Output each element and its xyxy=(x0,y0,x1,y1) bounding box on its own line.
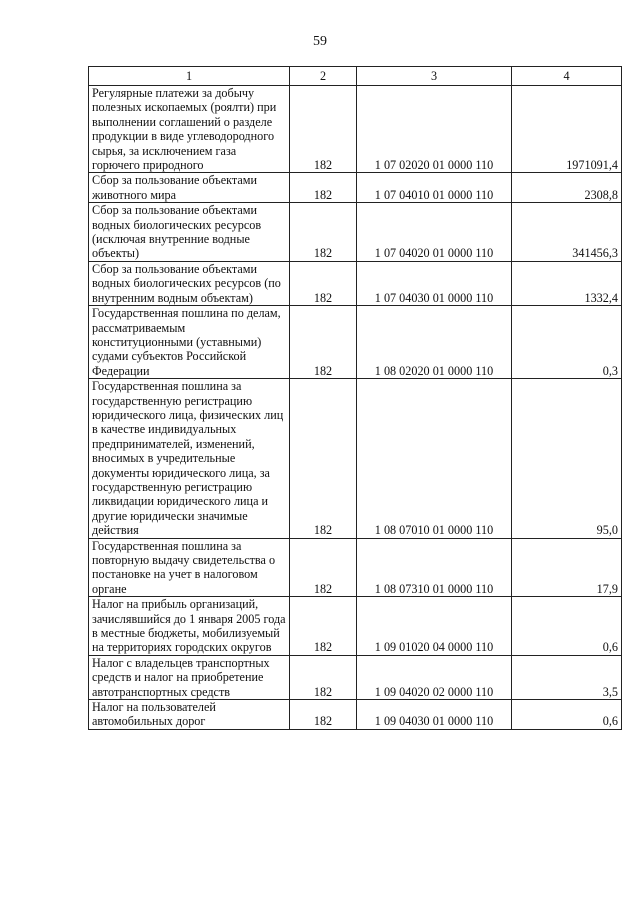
row-budget-code: 1 08 02020 01 0000 110 xyxy=(357,306,512,379)
table-row xyxy=(89,655,622,699)
table-row xyxy=(89,203,622,262)
table-row xyxy=(89,261,622,305)
row-admin-code: 182 xyxy=(290,597,357,656)
row-amount: 17,9 xyxy=(512,538,622,597)
row-name: Государственная пошлина за государственную регистрацию юридического лица, физических лиц в качестве индивидуальных предпринимателей, изменений, вносимых в учредительные документы юридического лица, за государственную регистрацию ликвидации юридического лица и другие юридически значимые действия xyxy=(89,379,290,538)
header-col-3: 3 xyxy=(357,67,512,86)
row-name: Государственная пошлина по делам, рассматриваемым конституционными (уставными) судами субъектов Российской Федерации xyxy=(89,306,290,379)
row-amount: 1332,4 xyxy=(512,261,622,305)
row-amount: 341456,3 xyxy=(512,203,622,262)
row-amount: 0,6 xyxy=(512,597,622,656)
row-budget-code: 1 09 04030 01 0000 110 xyxy=(357,700,512,730)
row-name: Сбор за пользование объектами животного мира xyxy=(89,173,290,203)
table-row xyxy=(89,86,622,173)
row-admin-code: 182 xyxy=(290,700,357,730)
row-name: Государственная пошлина за повторную выдачу свидетельства о постановке на учет в налоговом органе xyxy=(89,538,290,597)
revenue-table xyxy=(88,66,622,730)
row-budget-code: 1 08 07310 01 0000 110 xyxy=(357,538,512,597)
table-row xyxy=(89,597,622,656)
row-amount: 1971091,4 xyxy=(512,86,622,173)
row-budget-code: 1 07 04010 01 0000 110 xyxy=(357,173,512,203)
row-name: Сбор за пользование объектами водных биологических ресурсов (исключая внутренние водные объекты) xyxy=(89,203,290,262)
row-admin-code: 182 xyxy=(290,538,357,597)
header-col-1: 1 xyxy=(89,67,290,86)
page-number: 59 xyxy=(313,34,327,49)
table-row xyxy=(89,173,622,203)
header-col-4: 4 xyxy=(512,67,622,86)
row-admin-code: 182 xyxy=(290,86,357,173)
header-row xyxy=(89,67,622,86)
row-admin-code: 182 xyxy=(290,173,357,203)
row-amount: 0,3 xyxy=(512,306,622,379)
row-budget-code: 1 07 04030 01 0000 110 xyxy=(357,261,512,305)
row-admin-code: 182 xyxy=(290,379,357,538)
row-budget-code: 1 08 07010 01 0000 110 xyxy=(357,379,512,538)
table-row xyxy=(89,538,622,597)
row-budget-code: 1 07 02020 01 0000 110 xyxy=(357,86,512,173)
row-name: Налог на пользователей автомобильных дорог xyxy=(89,700,290,730)
row-name: Налог с владельцев транспортных средств и налог на приобретение автотранспортных средств xyxy=(89,655,290,699)
row-name: Регулярные платежи за добычу полезных ископаемых (роялти) при выполнении соглашений о разделе продукции в виде углеводородного сырья, за исключением газа горючего природного xyxy=(89,86,290,173)
row-budget-code: 1 07 04020 01 0000 110 xyxy=(357,203,512,262)
row-name: Сбор за пользование объектами водных биологических ресурсов (по внутренним водным объектам) xyxy=(89,261,290,305)
row-budget-code: 1 09 01020 04 0000 110 xyxy=(357,597,512,656)
table-row xyxy=(89,306,622,379)
table-row xyxy=(89,700,622,730)
row-name: Налог на прибыль организаций, зачислявшийся до 1 января 2005 года в местные бюджеты, мобилизуемый на территориях городских округов xyxy=(89,597,290,656)
row-admin-code: 182 xyxy=(290,655,357,699)
row-amount: 0,6 xyxy=(512,700,622,730)
row-admin-code: 182 xyxy=(290,306,357,379)
row-amount: 95,0 xyxy=(512,379,622,538)
table-row xyxy=(89,379,622,538)
header-col-2: 2 xyxy=(290,67,357,86)
row-budget-code: 1 09 04020 02 0000 110 xyxy=(357,655,512,699)
row-amount: 2308,8 xyxy=(512,173,622,203)
row-amount: 3,5 xyxy=(512,655,622,699)
row-admin-code: 182 xyxy=(290,203,357,262)
row-admin-code: 182 xyxy=(290,261,357,305)
